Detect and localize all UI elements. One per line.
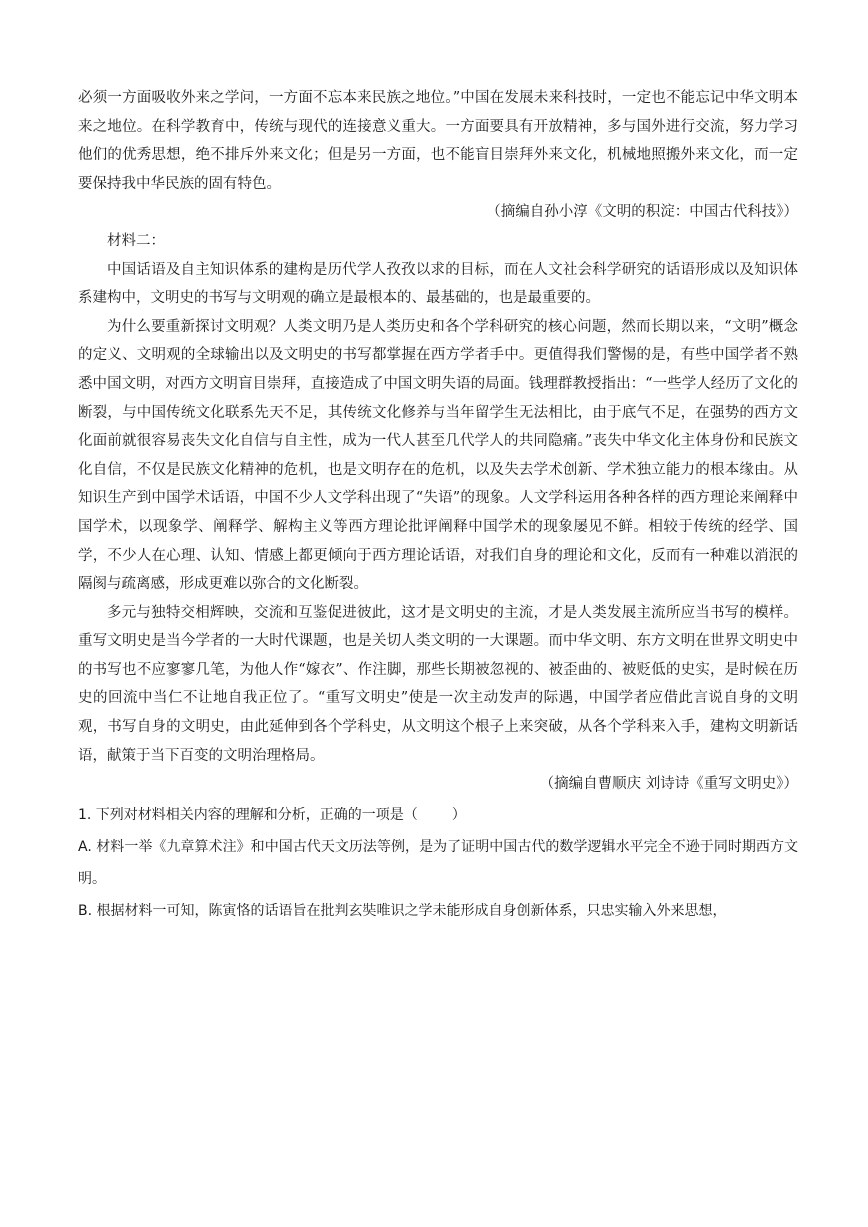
source-citation-1: （摘编自孙小淳《文明的积淀：中国古代科技》） (486, 204, 798, 221)
question-1-stem-text: 1. 下列对材料相关内容的理解和分析，正确的一项是（ (78, 806, 418, 823)
material2-paragraph-2: 为什么要重新探讨文明观？人类文明乃是人类历史和各个学科研究的核心问题，然而长期以来，“文明”概念的定义、文明观的全球输出以及文明史的书写都掌握在西方学者手中。更值得我们警惕的是，有些中国学者不熟悉中国文明，对西方文明盲目崇拜，直接造成了中国文明失语的局面。钱理群教授指出：“一些学人经历了文化的断裂，与中国传统文化联系先天不足，其传统文化修养与当年留学生无法相比，由于底气不足，在强势的西方文化面前就很容易丧失文化自信与自主性，成为一代人甚至几代学人的共同隐痛。”丧失中华文化主体身份和民族文化自信，不仅是民族文化精神的危机，也是文明存在的危机，以及失去学术创新、学术独立能力的根本缘由。从知识生产到中国学术话语，中国不少人文学科出现了“失语”的现象。人文学科运用各种各样的西方理论来阐释中国学术，以现象学、阐释学、解构主义等西方理论批评阐释中国学术的现象屡见不鲜。相较于传统的经学、国学，不少人在心理、认知、情感上都更倾向于西方理论话语，对我们自身的理论和文化，反而有一种难以消泯的隔阂与疏离感，形成更难以弥合的文化断裂。 (78, 318, 798, 593)
material2-paragraph-1: 中国话语及自主知识体系的建构是历代学人孜孜以求的目标，而在人文社会科学研究的话语形成以及知识体系建构中，文明史的书写与文明观的确立是最根本的、最基础的，也是最重要的。 (78, 261, 798, 307)
question-1-option-b: B. 根据材料一可知，陈寅恪的话语旨在批判玄奘唯识之学未能形成自身创新体系，只忠实输入外来思想， (78, 902, 727, 919)
material2-paragraph-3: 多元与独特交相辉映，交流和互鉴促进彼此，这才是文明史的主流，才是人类发展主流所应当书写的模样。重写文明史是当今学者的一大时代课题，也是关切人类文明的一大课题。而中华文明、东方文明在世界文明史中的书写也不应寥寥几笔，为他人作“嫁衣”、作注脚，那些长期被忽视的、被歪曲的、被贬低的史实，是时候在历史的回流中当仁不让地自我正位了。“重写文明史”使是一次主动发声的际遇，中国学者应借此言说自身的文明观，书写自身的文明史，由此延伸到各个学科史，从文明这个根子上来突破，从各个学科来入手，建构文明新话语，献策于当下百变的文明治理格局。 (78, 604, 798, 764)
source-citation-2: （摘编自曹顺庆 刘诗诗《重写文明史》） (539, 776, 798, 793)
question-1-stem (78, 799, 798, 831)
material2-heading: 材料二： (107, 232, 165, 249)
document-page (78, 84, 798, 927)
question-1-stem-close: ） (451, 806, 466, 823)
paragraph-continuation: 必须一方面吸收外来之学问，一方面不忘本来民族之地位。”中国在发展未来科技时，一定也不能忘记中华文明本来之地位。在科学教育中，传统与现代的连接意义重大。一方面要具有开放精神，多与国外进行交流，努力学习他们的优秀思想，绝不排斥外来文化；但是另一方面，也不能盲目崇拜外来文化，机械地照搬外来文化，而一定要保持我中华民族的固有特色。 (78, 90, 798, 192)
question-1-option-a: A. 材料一举《九章算术注》和中国古代天文历法等例，是为了证明中国古代的数学逻辑水平完全不逊于同时期西方文明。 (78, 838, 798, 887)
